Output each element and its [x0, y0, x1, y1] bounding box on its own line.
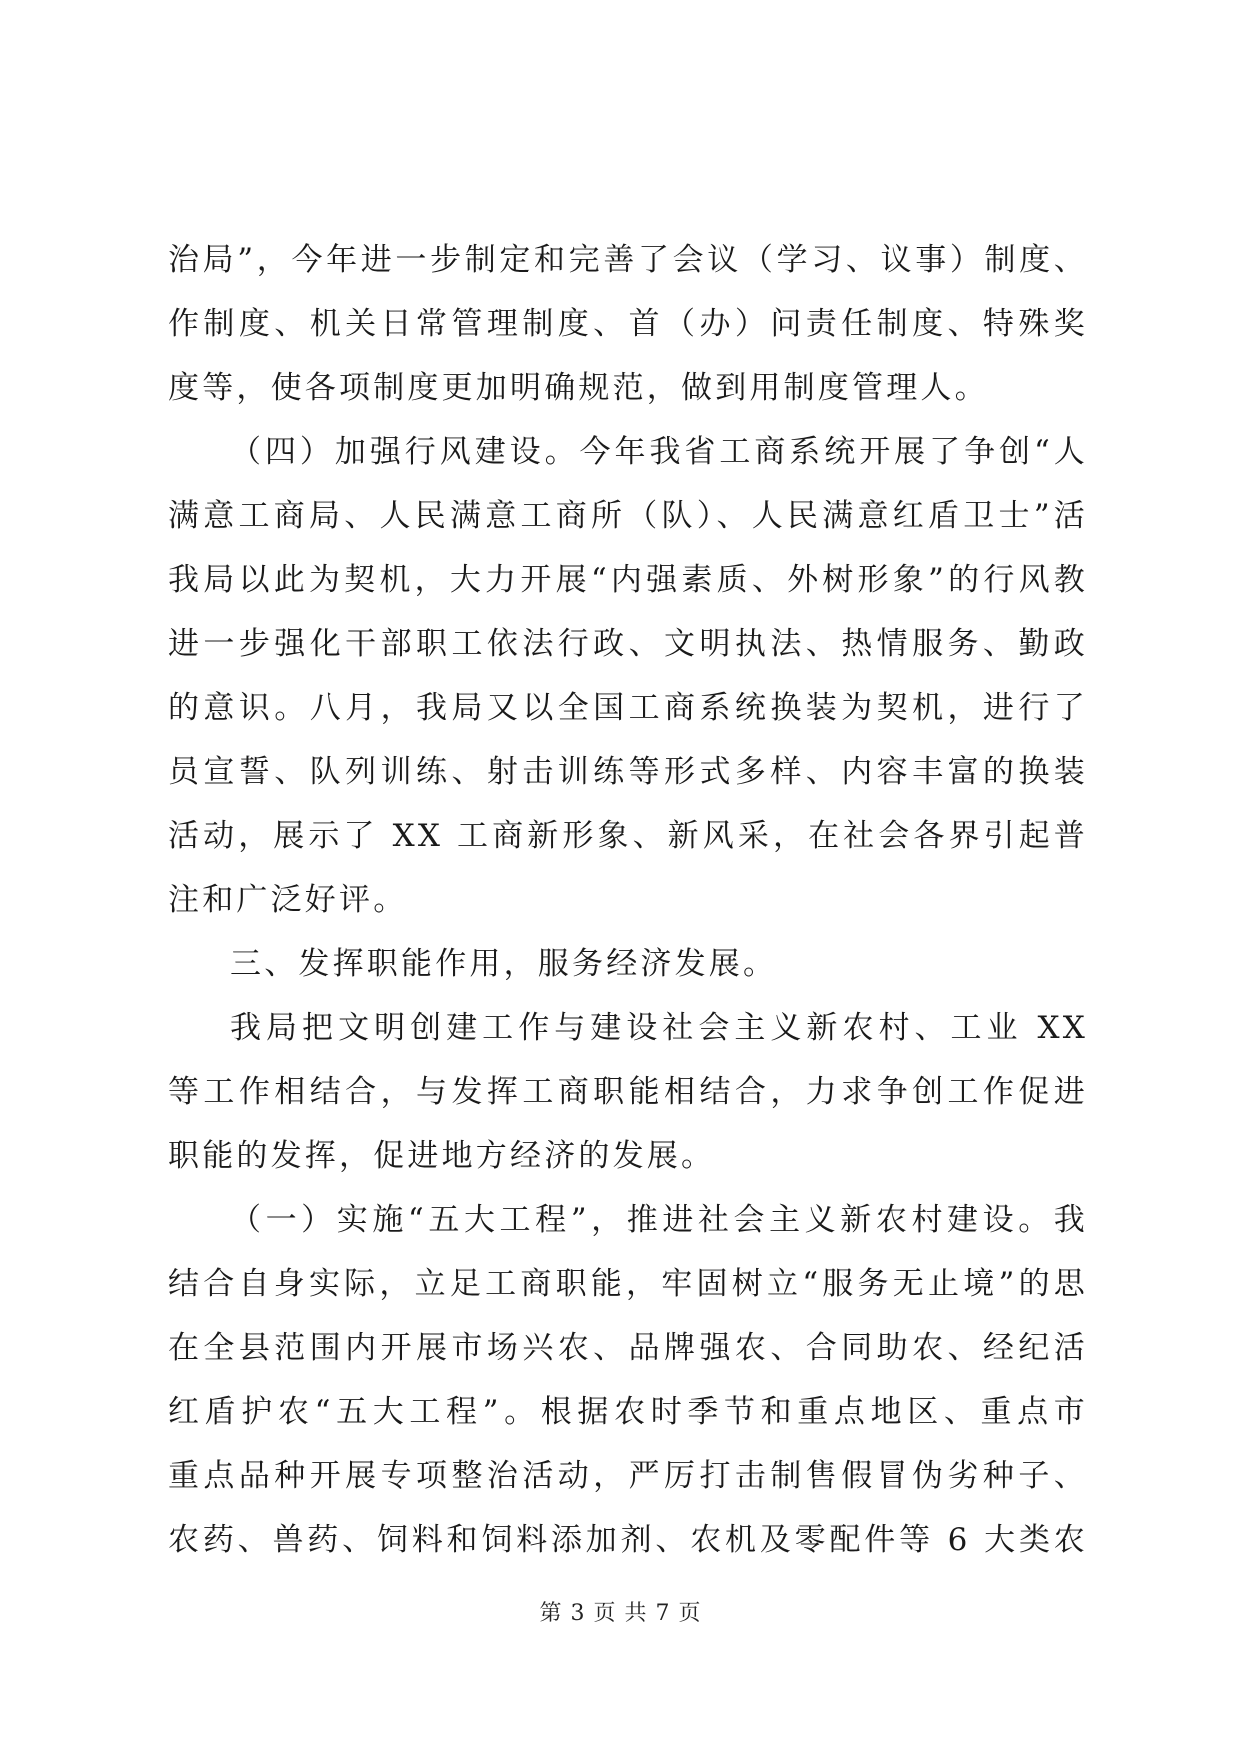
body-text: [168, 228, 1088, 1572]
text-line: 农药、兽药、饲料和饲料添加剂、农机及零配件等 6 大类农: [168, 1522, 1088, 1558]
text-line: 活动，展示了 XX 工商新形象、新风采，在社会各界引起普: [168, 818, 1088, 854]
text-line: （一）实施“五大工程”，推进社会主义新农村建设。我: [230, 1202, 1088, 1238]
page-footer: 第 3 页 共 7 页: [539, 1601, 702, 1626]
text-line: 我局把文明创建工作与建设社会主义新农村、工业 XX: [230, 1010, 1088, 1046]
text-line: 三、发挥职能作用，服务经济发展。: [230, 946, 778, 982]
text-line: 红盾护农“五大工程”。根据农时季节和重点地区、重点市: [168, 1394, 1088, 1430]
text-line: 重点品种开展专项整治活动，严厉打击制售假冒伪劣种子、: [168, 1458, 1088, 1494]
text-line: 员宣誓、队列训练、射击训练等形式多样、内容丰富的换装: [168, 754, 1088, 790]
text-line: 度等，使各项制度更加明确规范，做到用制度管理人。: [168, 370, 989, 406]
text-line: 治局”，今年进一步制定和完善了会议（学习、议事）制度、: [168, 242, 1088, 278]
text-line: 进一步强化干部职工依法行政、文明执法、热情服务、勤政: [168, 626, 1088, 662]
text-line: 作制度、机关日常管理制度、首（办）问责任制度、特殊奖: [168, 306, 1088, 342]
text-line: （四）加强行风建设。今年我省工商系统开展了争创“人: [230, 434, 1088, 470]
text-line: 我局以此为契机，大力开展“内强素质、外树形象”的行风教: [168, 562, 1088, 598]
text-line: 结合自身实际，立足工商职能，牢固树立“服务无止境”的思: [168, 1266, 1088, 1302]
text-line: 职能的发挥，促进地方经济的发展。: [168, 1138, 716, 1174]
text-line: 等工作相结合，与发挥工商职能相结合，力求争创工作促进: [168, 1074, 1088, 1110]
text-line: 注和广泛好评。: [168, 882, 408, 918]
text-line: 在全县范围内开展市场兴农、品牌强农、合同助农、经纪活: [168, 1330, 1088, 1366]
text-line: 的意识。八月，我局又以全国工商系统换装为契机，进行了: [168, 690, 1088, 726]
text-line: 满意工商局、人民满意工商所（队）、人民满意红盾卫士”活: [168, 498, 1088, 534]
